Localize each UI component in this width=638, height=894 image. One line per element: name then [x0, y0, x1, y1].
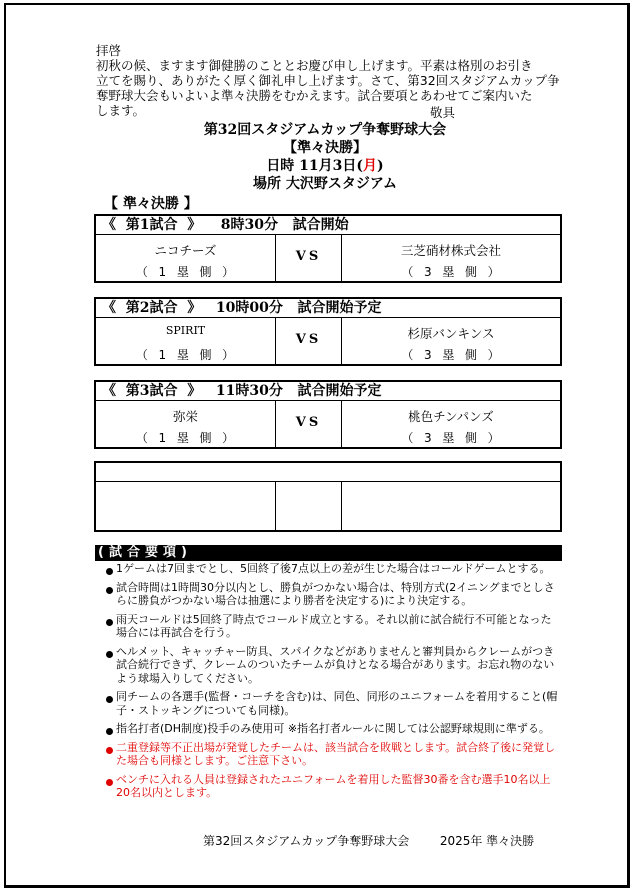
team2-name: 三芝硝材株式会社 [400, 243, 501, 258]
team1-cell [96, 401, 276, 447]
event-date [90, 158, 560, 174]
team2-name: 杉原バンキンス [407, 326, 495, 341]
team1-cell [96, 318, 276, 364]
team1-side: （ 1 塁 側 ） [135, 265, 236, 279]
event-venue: 場所 大沢野スタジアム [253, 176, 397, 192]
vs-cell [276, 482, 342, 530]
rule-item: ヘルメット、キャッチャー防具、スパイクなどがありませんと審判員からクレームがつき試合続行できず、クレームのついたチームが負けとなる場合があります。お忘れ物のないよう球場入りしてください。 [106, 645, 562, 686]
rule-item: 試合時間は1時間30分以内とし、勝負がつかない場合は、特別方式(2イニングまでとしさらに勝負がつかない場合は抽選により勝者を決定する)により決定する。 [106, 581, 562, 608]
team1-name: 弥栄 [172, 409, 198, 424]
rule-item: 指名打者(DH制度)投手のみ使用可 ※指名打者ルールに関しては公認野球規則に準ずる。 [106, 722, 562, 736]
bullet-icon [106, 651, 113, 658]
greeting-line: 奪野球大会もいよいよ準々決勝をむかえます。試合要項とあわせてご案内いた [96, 88, 533, 103]
team2-side: （ 3 塁 側 ） [401, 348, 501, 362]
match-header: 《 第1試合 》 8時30分 試合開始 [96, 216, 560, 235]
vs-label: VS [295, 249, 322, 264]
vs-cell [276, 318, 342, 364]
round-label: 【 準々決勝 】 [104, 196, 198, 212]
vs-cell [276, 401, 342, 447]
team2-cell [342, 318, 560, 364]
tournament-title: 第32回スタジアムカップ争奪野球大会 [203, 122, 447, 138]
team1-side: （ 1 塁 側 ） [135, 431, 236, 445]
bullet-icon [106, 587, 113, 594]
rule-item: 同チームの各選手(監督・コーチを含む)は、同色、同形のユニフォームを着用すること(帽子・ストッキングについても同様)。 [106, 690, 562, 717]
match-table-1 [94, 214, 562, 283]
match-table-3 [94, 380, 562, 449]
team2-side: （ 3 塁 側 ） [401, 431, 501, 445]
rules-heading: (試合要項) [95, 545, 562, 561]
rule-item-warning: 二重登録等不正出場が発覚したチームは、該当試合を敗戦とします。試合終了後に発覚した場合も同様とします。ご注意下さい。 [106, 741, 562, 768]
vs-label: VS [295, 415, 322, 430]
team1-cell [96, 235, 276, 281]
bullet-icon [106, 779, 113, 786]
page-footer: 第32回スタジアムカップ争奪野球大会 2025年 準々決勝 [203, 834, 535, 848]
greeting-line: 初秋の候、ますます御健勝のこととお慶び申し上げます。平素は格別のお引き [96, 58, 533, 73]
date-prefix: 日時 11月3日( [266, 158, 364, 174]
team2-cell [342, 401, 560, 447]
rule-item-warning: ベンチに入れる人員は登録されたユニフォームを着用した監督30番を含む選手10名以上20名以内とします。 [106, 773, 562, 800]
bullet-icon [106, 696, 113, 703]
vs-label: VS [295, 332, 322, 347]
rule-item: 雨天コールドは5回終了時点でコールド成立とする。それ以前に試合続行不可能となった場合には再試合を行う。 [106, 613, 562, 640]
greeting-opening: 拝啓 [96, 43, 122, 58]
rules-list [106, 562, 562, 805]
team1-cell [96, 482, 276, 530]
team1-name: SPIRIT [165, 324, 206, 337]
rule-item: 1ゲームは7回までとし、5回終了後7点以上の差が生じた場合はコールドゲームとする。 [106, 562, 562, 576]
greeting-line: します。 [96, 103, 146, 118]
match-table-empty [94, 461, 562, 532]
greeting-line: 立てを賜り、ありがたく厚く御礼申し上げます。さて、第32回スタジアムカップ争 [96, 73, 560, 88]
vs-cell [276, 235, 342, 281]
team2-cell [342, 235, 560, 281]
match-header: 《 第2試合 》 10時00分 試合開始予定 [96, 299, 560, 318]
match-table-2 [94, 297, 562, 366]
greeting-letter [96, 43, 566, 118]
bullet-icon [106, 728, 113, 735]
team2-cell [342, 482, 560, 530]
greeting-closing: 敬具 [430, 105, 456, 120]
date-weekday: 月 [363, 158, 378, 174]
match-header [96, 463, 560, 482]
team2-name: 桃色チンパンズ [408, 409, 494, 424]
bullet-icon [106, 619, 113, 626]
bullet-icon [106, 568, 113, 575]
date-suffix: ) [377, 158, 384, 174]
team1-name: ニコチーズ [154, 243, 217, 258]
round-title: 【準々決勝】 [283, 140, 367, 156]
bullet-icon [106, 747, 113, 754]
team1-side: （ 1 塁 側 ） [135, 348, 236, 362]
team2-side: （ 3 塁 側 ） [401, 265, 501, 279]
match-header: 《 第3試合 》 11時30分 試合開始予定 [96, 382, 560, 401]
